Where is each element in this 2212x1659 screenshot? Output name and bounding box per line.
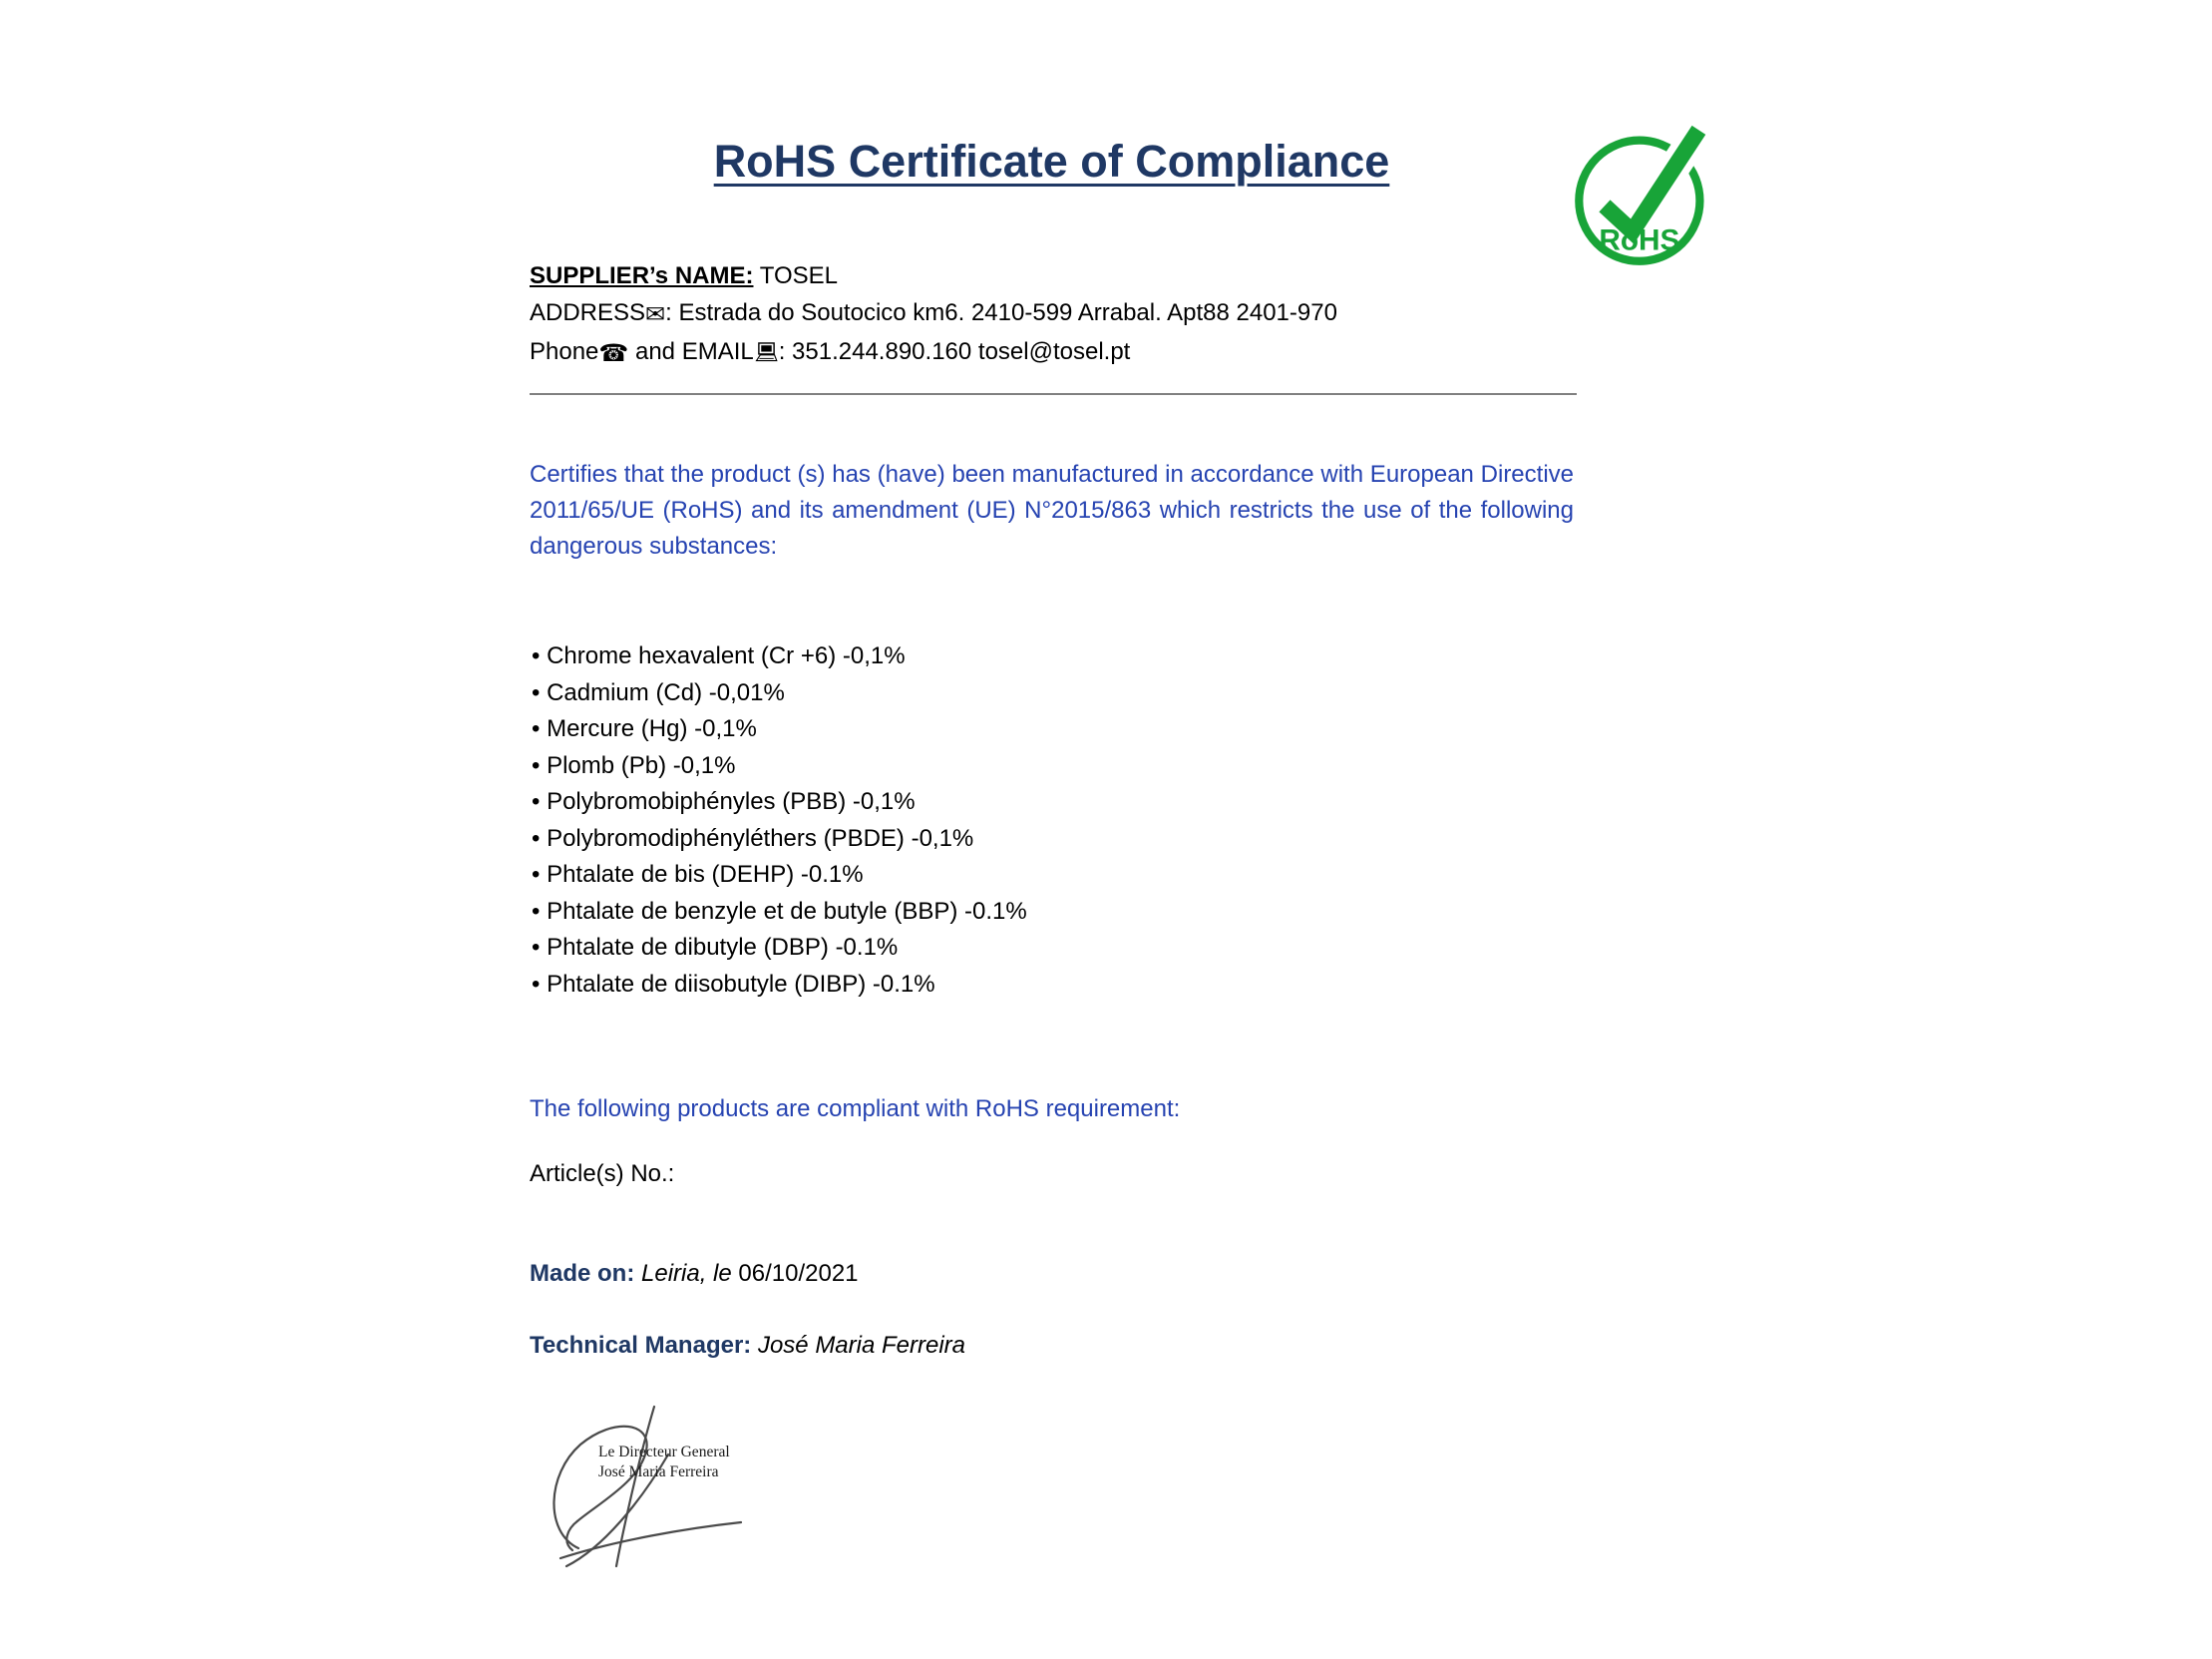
email-label: and EMAIL: [628, 338, 754, 365]
substance-item: • Mercure (Hg) -0,1%: [532, 711, 1027, 748]
substance-item: • Phtalate de benzyle et de butyle (BBP) -0.1%: [532, 894, 1027, 931]
supplier-name-label: SUPPLIER’s NAME:: [530, 262, 754, 289]
substance-item: • Plomb (Pb) -0,1%: [532, 748, 1027, 785]
substance-item: • Polybromobiphényles (PBB) -0,1%: [532, 784, 1027, 821]
articles-label: Article(s) No.:: [530, 1160, 675, 1187]
address-label: ADDRESS: [530, 299, 646, 326]
substance-item: • Phtalate de bis (DEHP) -0.1%: [532, 857, 1027, 894]
phone-label: Phone: [530, 338, 599, 365]
section-divider: [530, 393, 1577, 395]
signature-graphic: [537, 1399, 756, 1568]
phone-icon: ☎: [598, 340, 629, 367]
supplier-name-value: TOSEL: [753, 262, 838, 289]
supplier-contact-line: [530, 333, 1337, 373]
signature-title-text: Le Directeur General: [598, 1444, 730, 1460]
signature-block: [537, 1399, 756, 1568]
made-on-place: Leiria, le: [634, 1260, 739, 1287]
made-on-line: [530, 1260, 859, 1288]
rohs-logo: [1568, 116, 1721, 269]
technical-manager-line: [530, 1332, 965, 1360]
certification-paragraph: Certifies that the product (s) has (have) been manufactured in accordance with European Directive 2011/65/UE (RoHS) and its amendment (UE) N°2015/863 which restricts the use of the following dangerous substances:: [530, 461, 1574, 560]
substance-item: • Cadmium (Cd) -0,01%: [532, 675, 1027, 712]
supplier-block: [530, 257, 1337, 373]
substance-item: • Polybromodiphényléthers (PBDE) -0,1%: [532, 821, 1027, 858]
address-value: : Estrada do Soutocico km6. 2410-599 Arrabal. Apt88 2401-970: [665, 299, 1337, 326]
compliance-statement: The following products are compliant with RoHS requirement:: [530, 1095, 1181, 1122]
made-on-label: Made on:: [530, 1260, 635, 1287]
envelope-icon: ✉: [645, 301, 666, 328]
page-title: RoHS Certificate of Compliance: [713, 136, 1390, 187]
supplier-name-line: [530, 257, 1337, 294]
substance-item: • Chrome hexavalent (Cr +6) -0,1%: [532, 638, 1027, 675]
made-on-date: 06/10/2021: [738, 1260, 859, 1287]
computer-icon: [755, 336, 778, 373]
rohs-logo-label: RoHS: [1599, 223, 1680, 257]
rohs-logo-graphic: [1568, 116, 1721, 269]
supplier-address-line: [530, 294, 1337, 333]
contact-value: : 351.244.890.160 tosel@tosel.pt: [778, 338, 1131, 365]
substances-list: [532, 638, 1027, 1003]
signature-name-text: José Maria Ferreira: [598, 1463, 719, 1480]
substance-item: • Phtalate de dibutyle (DBP) -0.1%: [532, 930, 1027, 967]
technical-manager-name: José Maria Ferreira: [751, 1332, 966, 1359]
substance-item: • Phtalate de diisobutyle (DIBP) -0.1%: [532, 967, 1027, 1004]
technical-manager-label: Technical Manager:: [530, 1332, 752, 1359]
